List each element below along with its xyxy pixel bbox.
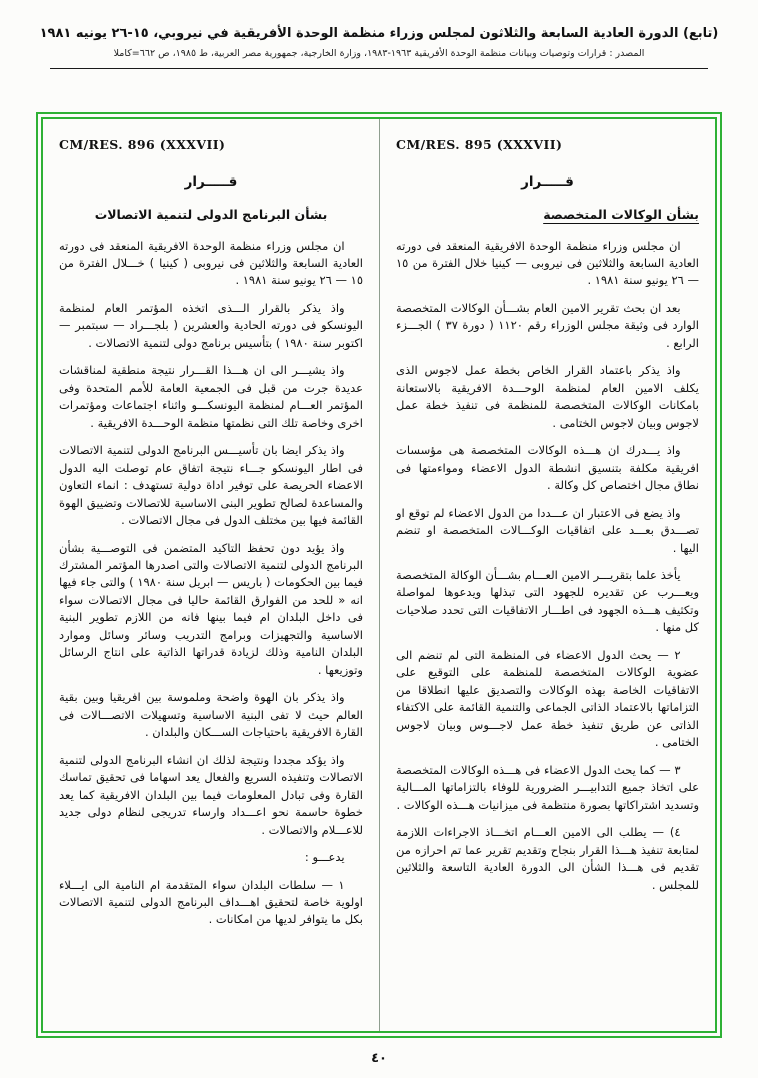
resolution-896-title: قـــــرار: [184, 174, 238, 190]
paragraph: واذ يذكر ايضا بان تأسيـــس البرنامج الدولى لتنمية الاتصالات فى اطار اليونسكو جـــاء نتيجة اتفاق عام توصلت اليه الدول الاعضاء الحريصة على توفير اداة دولية تستهدف : انماء التعاون والمساعدة لصالح تطوير البنى الاساسية للاتصالات وتضييق الهوة القائمة فيها بين مختلف الدول فى مجال الاتصالات .: [59, 443, 363, 528]
header-divider: [50, 68, 708, 69]
page-number: ٤٠: [371, 1051, 387, 1066]
resolution-895-ref: CM/RES. 895 (XXXVII): [396, 137, 563, 152]
paragraph: واذ يؤكد مجددا ونتيجة لذلك ان انشاء البرنامج الدولى لتنمية الاتصالات وتنفيذه السريع والفعال يعد اسهاما فى تحقيق تماسك القارة وفى تبادل المعلومات فيما بين البلدان الافريقية كما يعد خطوة حاسمة نحو اعـــداد وارساء تدريجى لنظام دولى جديد للاعـــلام والاتصالات .: [59, 752, 363, 837]
paragraph: ان مجلس وزراء منظمة الوحدة الافريقية المنعقد فى دورته العادية السابعة والثلاثين فى نيروبى ( كينيا ) خـــلال الفترة من ١٥ — ٢٦ يونيو سنة ١٩٨١ .: [59, 238, 363, 288]
resolution-895-body: [396, 238, 699, 894]
paragraph: ٤) — يطلب الى الامين العـــام اتخـــاذ الاجراءات اللازمة لمتابعة تنفيذ هـــذا القرار بنجاح وتقديم تقرير عما تم احرازه من تقديم فى هـــذا الشأن الى الدورة العادية التاسعة والثلاثين للمجلس .: [396, 825, 699, 892]
paragraph: يأخذ علما بتقريـــر الامين العـــام بشـــأن الوكالة المتخصصة ويعـــرب عن تقديره للجهود التى تبذلها ويدعوها لمواصلة وتكثيف هـــذه الجهود فى اطـــار الاتفاقيات التى تحدد صلاحيات كل منها .: [396, 568, 699, 635]
paragraph: بعد ان بحث تقرير الامين العام بشـــأن الوكالات المتخصصة الوارد فى وثيقة مجلس الوزراء رقم ١١٢٠ ( دورة ٣٧ ) الجـــزء الرابع .: [396, 300, 699, 350]
source-citation: المصدر : قرارات وتوصيات وبيانات منظمة الوحدة الأفريقية ١٩٦٣-١٩٨٣، وزارة الخارجية، جمهورية مصر العربية، ط ١٩٨٥، ص ٦٦٢=كاملا: [113, 48, 645, 59]
paragraph: ٢ — يحث الدول الاعضاء فى المنظمة التى لم تنضم الى عضوية الوكالات المتخصصة للمنظمة على التوقيع على الاتفاقيات الخاصة بهذه الوكالات والتصديق عليها انطلاقا من التزاماتها بالاعتماد الذاتى الجماعى والتنمية القائمة على الاكتفاء الذاتى عن طريق تنفيذ خطة عمل لاجـــوس وبيان لاجوس الختامى .: [396, 647, 699, 750]
paragraph: ٣ — كما يحث الدول الاعضاء فى هـــذه الوكالات المتخصصة على اتخاذ جميع التدابيـــر الضرورية للوفاء بالتزاماتها المـــالية وتسديد اشتراكاتها بصورة منتظمة فى ميزانيات هـــذه الوكالات .: [396, 762, 699, 812]
resolution-895-subject: بشأن الوكالات المتخصصة: [543, 206, 699, 222]
paragraph: ١ — سلطات البلدان سواء المتقدمة ام النامية الى ايـــلاء اولوية خاصة لتحقيق اهـــداف البرنامج الدولى لتنمية الاتصالات بكل ما يتوافر لديها من امكانات .: [59, 877, 363, 927]
paragraph: يدعـــو :: [304, 850, 345, 865]
paragraph: واذ يـــدرك ان هـــذه الوكالات المتخصصة هى مؤسسات افريقية مكلفة بتنسيق انشطة الدول الاعضاء ومواءمتها فى نطاق مجال اختصاص كل وكالة .: [396, 443, 699, 493]
green-double-frame: [36, 112, 722, 1038]
paragraph: واذ يذكر بان الهوة واضحة وملموسة بين افريقيا وبين بقية العالم حيث لا تفى البنية الاساسية وتسهيلات الاتصـــالات فى القارة الافريقية باحتياجات الســـكان والبلدان .: [59, 690, 363, 740]
paragraph: واذ يؤيد دون تحفظ التاكيد المتضمن فى التوصـــية بشأن البرنامج الدولى لتنمية الاتصالات والتى اصدرها المؤتمر المشترك فيما بين الحكومات ( باريس — ابريل سنة ١٩٨٠ ) والتى جاء فيها انه « للحد من الفوارق القائمة حاليا فى مجال الاتصالات سواء فى داخل البلدان ام فيما بينها فانه من اللازم تطوير البنية الاساسية والتجهيزات وبرامج التدريب وسائر وسائل وموارد البلدان النامية وذلك لزيادة قدراتها الذاتية على انتاج الرسائل وتوزيعها .: [59, 540, 363, 677]
paragraph: واذ يشيـــر الى ان هـــذا القـــرار نتيجة منطقية لمناقشات عديدة جرت من قبل فى الجمعية العامة للأمم المتحدة وفى المؤتمر العـــام لمنظمة اليونسكـــو واثناء اجتماعات ومؤتمرات اخرى وخاصة تلك التى نظمتها منظمة الوحـــدة الافريقية .: [59, 363, 363, 430]
resolution-896-subject: بشأن البرنامج الدولى لتنمية الاتصالات: [94, 206, 328, 222]
resolution-895-title: قـــــرار: [521, 174, 574, 190]
resolution-895-column: [379, 119, 715, 1031]
frame-inner-border: [41, 117, 717, 1033]
paragraph: ان مجلس وزراء منظمة الوحدة الافريقية المنعقد فى دورته العادية السابعة والثلاثين فى نيروبى — كينيا خلال الفترة من ١٥ — ٢٦ يونيو سنة ١٩٨١ .: [396, 238, 699, 288]
paragraph: واذ يذكر باعتماد القرار الخاص بخطة عمل لاجوس الذى يكلف الامين العام لمنظمة الوحـــدة الافريقية بالاستعانة بامكانات الوكالات المتخصصة للمنظمة فى تنفيذ خطة عمل لاجوس وبيان لاجوس الختامى .: [396, 363, 699, 430]
paragraph: واذ يضع فى الاعتبار ان عـــددا من الدول الاعضاء لم توقع او تصـــدق بعـــد على اتفاقيات الوكـــالات المتخصصة او تنضم اليها .: [396, 505, 699, 555]
resolution-896-body: [59, 238, 363, 929]
paragraph: واذ يذكر بالقرار الـــذى اتخذه المؤتمر العام لمنظمة اليونسكو فى دورته الحادية والعشرين ( بلجـــراد — سبتمبر — اكتوبر سنة ١٩٨٠ ) بتأسيس برنامج دولى لتنمية الاتصالات .: [59, 300, 363, 350]
document-header: (تابع) الدورة العادية السابعة والثلاثون لمجلس وزراء منظمة الوحدة الأفريقية في نيروبي، ١٥-٢٦ يونيه ١٩٨١: [39, 26, 719, 41]
resolution-896-column: [43, 119, 379, 1031]
resolution-896-ref: CM/RES. 896 (XXXVII): [59, 137, 226, 152]
